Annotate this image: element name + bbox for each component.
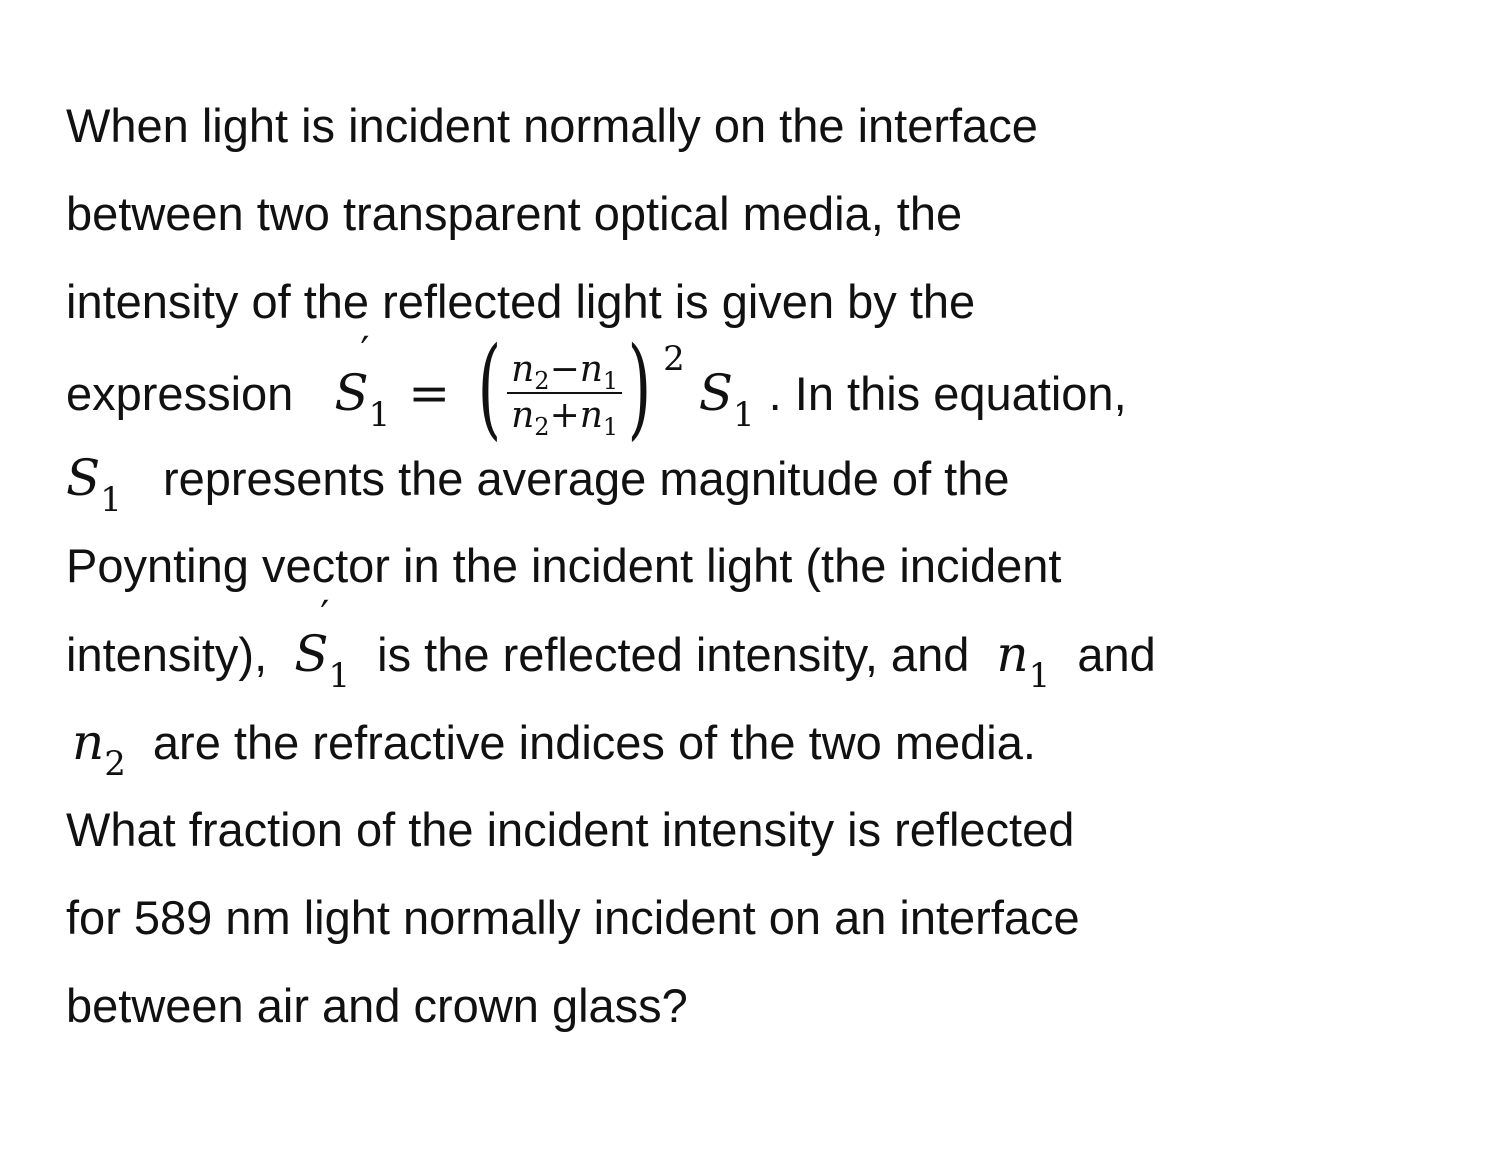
text-line-2	[66, 170, 1446, 258]
text-line-6	[66, 522, 1446, 610]
left-paren: (	[477, 323, 502, 451]
line-1-text: When light is incident normally on the interface	[66, 99, 1038, 152]
line-5-suffix: represents the average magnitude of the	[162, 452, 1010, 505]
num-n2: n	[511, 349, 535, 391]
num-n1-sub: 1	[602, 367, 619, 396]
plus-sign: +	[549, 395, 580, 436]
line-8-suffix: are the refractive indices of the two media.	[152, 716, 1036, 769]
line-6-text: Poynting vector in the incident light (the incident	[66, 539, 1062, 592]
squared-ratio	[468, 323, 661, 451]
fraction-numerator	[507, 350, 622, 394]
text-line-1	[66, 82, 1446, 170]
symbol-S1	[66, 434, 122, 522]
symbol-S1-prime	[294, 593, 351, 698]
den-n2: n	[511, 395, 535, 436]
subscript-1: 1	[368, 395, 391, 435]
line-3-text: intensity of the reflected light is given by the	[66, 275, 976, 328]
den-n1: n	[579, 395, 603, 436]
symbol-n: n	[996, 625, 1029, 683]
symbol-n: n	[72, 713, 105, 771]
index-fraction	[507, 349, 622, 441]
line-2-text: between two transparent optical media, the	[66, 187, 963, 240]
line-9-text: What fraction of the incident intensity is reflected	[66, 803, 1075, 856]
line-7-mid: is the reflected intensity, and	[377, 628, 970, 681]
text-line-7	[66, 593, 1446, 698]
text-line-4	[66, 323, 1446, 451]
text-line-3	[66, 258, 1446, 346]
num-n2-sub: 2	[534, 367, 550, 396]
exponent-2: 2	[663, 339, 685, 379]
line-7-prefix: intensity),	[66, 628, 268, 681]
symbol-n1	[996, 610, 1050, 698]
line-4-suffix: . In this equation,	[768, 367, 1127, 420]
equals-sign: =	[408, 364, 451, 422]
subscript-1: 1	[100, 480, 122, 520]
subscript-1: 1	[733, 395, 755, 435]
symbol-n2	[72, 698, 126, 786]
subscript-2: 2	[104, 744, 126, 784]
symbol-S-incident: S	[698, 364, 734, 422]
minus-sign: −	[549, 349, 580, 391]
problem-text	[66, 82, 1446, 1050]
text-line-8	[66, 698, 1446, 786]
prime-mark: ′	[360, 329, 370, 375]
line-7-suffix: and	[1077, 628, 1156, 681]
reflection-equation	[334, 323, 755, 451]
prime-mark: ′	[320, 593, 330, 639]
text-line-10	[66, 874, 1446, 962]
symbol-S: S	[66, 449, 101, 507]
den-n1-sub: 1	[602, 413, 619, 441]
text-line-5	[66, 434, 1446, 522]
den-n2-sub: 2	[534, 413, 550, 441]
text-line-9	[66, 786, 1446, 874]
line-4-prefix: expression	[66, 367, 294, 420]
fraction-denominator	[507, 394, 622, 441]
right-paren: )	[627, 323, 652, 451]
subscript-1: 1	[1028, 656, 1051, 696]
num-n1: n	[579, 349, 603, 391]
line-11-text: between air and crown glass?	[66, 979, 688, 1032]
subscript-1: 1	[328, 656, 351, 696]
text-line-11	[66, 962, 1446, 1050]
symbol-S: S	[334, 364, 369, 422]
line-10-text: for 589 nm light normally incident on an interface	[66, 891, 1080, 944]
symbol-S: S	[294, 625, 329, 683]
